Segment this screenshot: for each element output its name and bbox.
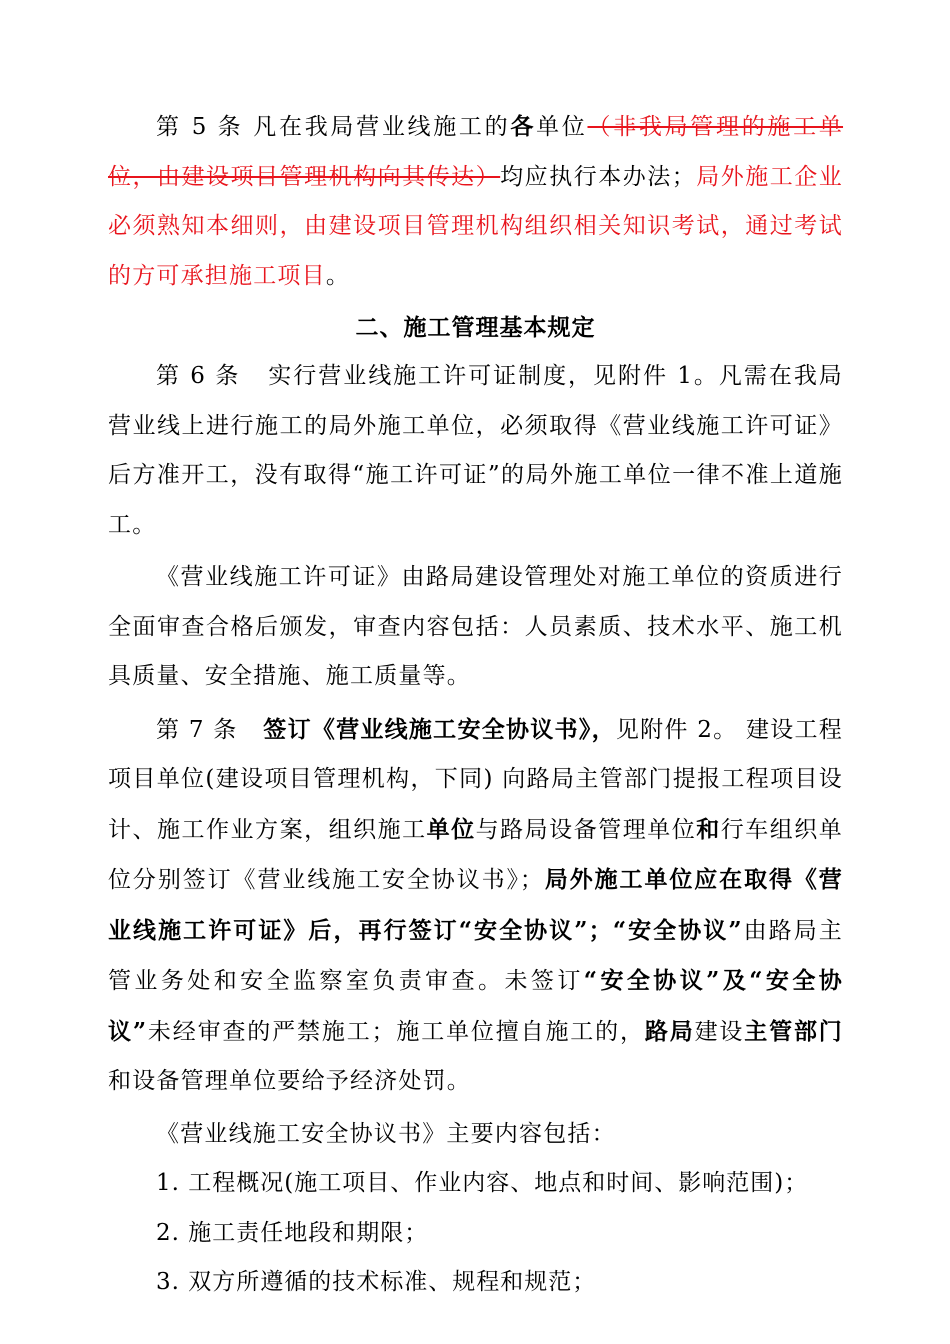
article-7-bold-6: 路局 (644, 1017, 695, 1045)
article-6-text: 实行营业线施工许可证制度，见附件 1。凡需在我局营业线上进行施工的局外施工单位，必须取得《营业线施工许可证》后方准开工，没有取得“施工许可证”的局外施工单位一律不准上道施工。 (108, 363, 843, 538)
article-5-label: 第 5 条 (156, 114, 244, 140)
article-6 (108, 352, 843, 550)
list-item: 3. 双方所遵循的技术标准、规程和规范； (156, 1269, 597, 1295)
list-item: 2. 施工责任地段和期限； (156, 1219, 429, 1246)
article-7-bold-2: 单位 (426, 815, 476, 843)
document-page (108, 102, 843, 1308)
article-7-text-2: 与路局设备管理单位 (475, 816, 697, 843)
article-6-label: 第 6 条 (156, 363, 241, 389)
agreement-intro: 《营业线施工安全协议书》主要内容包括： (156, 1120, 616, 1147)
article-7-bold-3: 和 (696, 815, 721, 843)
article-7-bold-5: “安全协议”及“安全协议” (108, 967, 843, 1045)
article-7-label: 第 7 条 (156, 716, 238, 743)
article-7-bold-4: 局外施工单位应在取得《营业线施工许可证》后，再行签订“安全协议”；“安全协议” (108, 866, 843, 944)
permit-paragraph: 《营业线施工许可证》由路局建设管理处对施工单位的资质进行全面审查合格后颁发，审查内容包括：人员素质、技术水平、施工机具质量、安全措施、施工质量等。 (108, 564, 843, 689)
article-7-text-7: 和设备管理单位要给予经济处罚。 (108, 1068, 471, 1094)
article-7-text-5: 未经审查的严禁施工；施工单位擅自施工的， (147, 1018, 645, 1045)
article-5-text-1: 凡在我局营业线施工的 (253, 114, 511, 140)
article-7-text-3: 行车组织单位分别签订《营业线施工安全协议书》； (108, 816, 844, 893)
article-5 (108, 102, 843, 301)
article-5-text-3: 均应执行本办法； (500, 163, 696, 190)
section-heading: 二、施工管理基本规定 (355, 314, 596, 341)
article-7-text-1: 见附件 2。 建设工程项目单位(建设项目管理机构，下同) 向路局主管部门提报工程项目设计、施工作业方案，组织施工 (108, 716, 843, 843)
article-5-inserted-text: 局外施工企业必须熟知本细则，由建设项目管理机构组织相关知识考试，通过考试的方可承担施工项目 (108, 163, 844, 289)
list-item: 1. 工程概况(施工项目、作业内容、地点和时间、影响范围)； (156, 1170, 809, 1196)
article-7-bold-1: 签订《营业线施工安全协议书》， (263, 715, 616, 743)
article-5-bold-each: 各 (510, 113, 537, 140)
article-7-text-4: 由路局主管业务处和安全监察室负责审查。未签订 (108, 917, 843, 994)
article-7-text-6: 建设 (694, 1018, 745, 1045)
article-5-deleted-text: （非我局管理的施工单位，由建设项目管理机构向其传达） (108, 114, 844, 190)
article-7 (108, 705, 843, 1107)
article-7-bold-7: 主管部门 (744, 1017, 844, 1045)
article-5-end: 。 (325, 262, 351, 289)
article-5-text-2: 单位 (536, 114, 588, 140)
